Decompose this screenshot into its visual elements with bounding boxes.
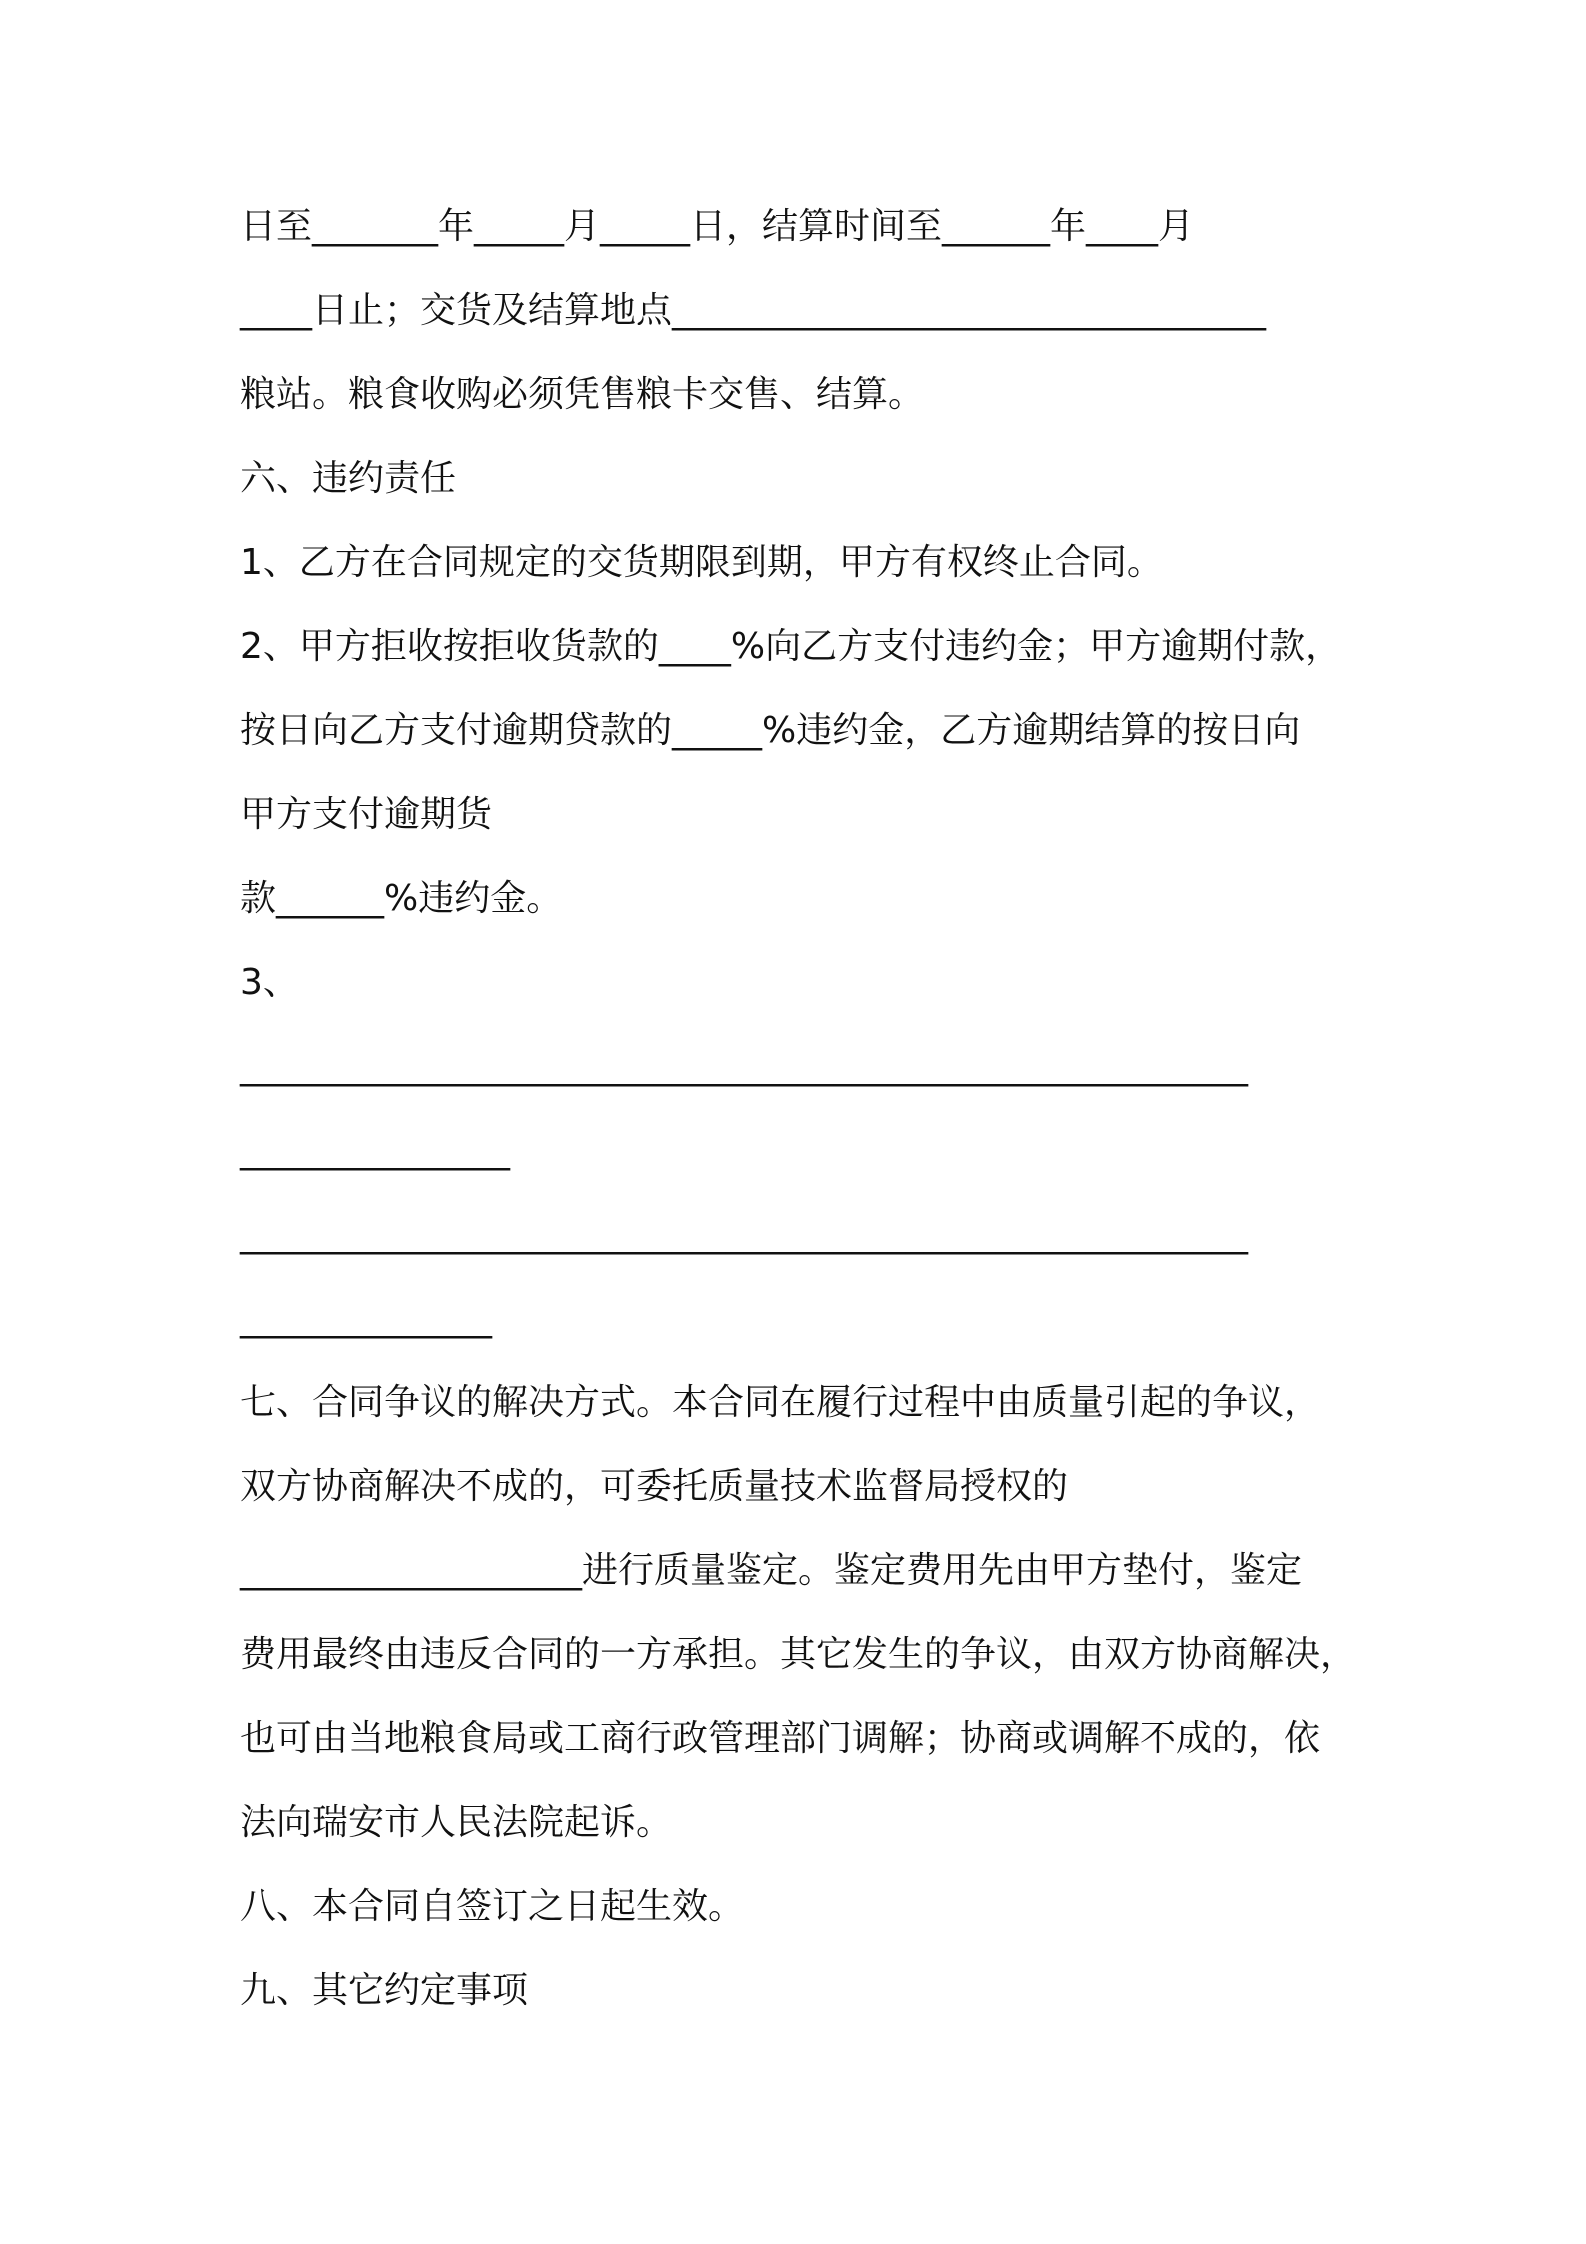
breach-clause-3-label: 3、 xyxy=(240,962,299,1003)
breach-clause-1: 1、乙方在合同规定的交货期限到期，甲方有权终止合同。 xyxy=(240,542,1163,583)
section-7-line-4: 费用最终由违反合同的一方承担。其它发生的争议，由双方协商解决， xyxy=(240,1634,1357,1675)
fill-in-blank-line: ______________ xyxy=(240,1298,492,1339)
section-7-line-2: 双方协商解决不成的，可委托质量技术监督局授权的 xyxy=(240,1466,1069,1507)
section-7-line-5: 也可由当地粮食局或工商行政管理部门调解；协商或调解不成的，依 xyxy=(240,1718,1321,1759)
fill-in-blank-line: ________________________________________________________ xyxy=(240,1214,1248,1255)
fill-in-blank-line: _______________ xyxy=(240,1130,510,1171)
fill-in-blank-line: ________________________________________________________ xyxy=(240,1046,1248,1087)
section-7-line-1: 七、合同争议的解决方式。本合同在履行过程中由质量引起的争议， xyxy=(240,1382,1321,1423)
breach-clause-2-line-4: 款______%违约金。 xyxy=(240,878,563,919)
section-9-heading: 九、其它约定事项 xyxy=(240,1970,529,2011)
settlement-location-line: ____日止；交货及结算地点_________________________________ xyxy=(240,290,1267,331)
settlement-period-line: 日至_______年_____月_____日，结算时间至______年____月 xyxy=(240,206,1195,247)
grain-station-line: 粮站。粮食收购必须凭售粮卡交售、结算。 xyxy=(240,374,925,415)
section-7-line-3: ___________________进行质量鉴定。鉴定费用先由甲方垫付，鉴定 xyxy=(240,1550,1303,1591)
breach-clause-2-line-1: 2、甲方拒收按拒收货款的____%向乙方支付违约金；甲方逾期付款， xyxy=(240,626,1342,667)
section-7-line-6: 法向瑞安市人民法院起诉。 xyxy=(240,1802,673,1843)
section-6-heading: 六、违约责任 xyxy=(240,458,457,499)
section-8-heading: 八、本合同自签订之日起生效。 xyxy=(240,1886,745,1927)
breach-clause-2-line-2: 按日向乙方支付逾期贷款的_____%违约金，乙方逾期结算的按日向 xyxy=(240,710,1301,751)
breach-clause-2-line-3: 甲方支付逾期货 xyxy=(240,794,493,835)
